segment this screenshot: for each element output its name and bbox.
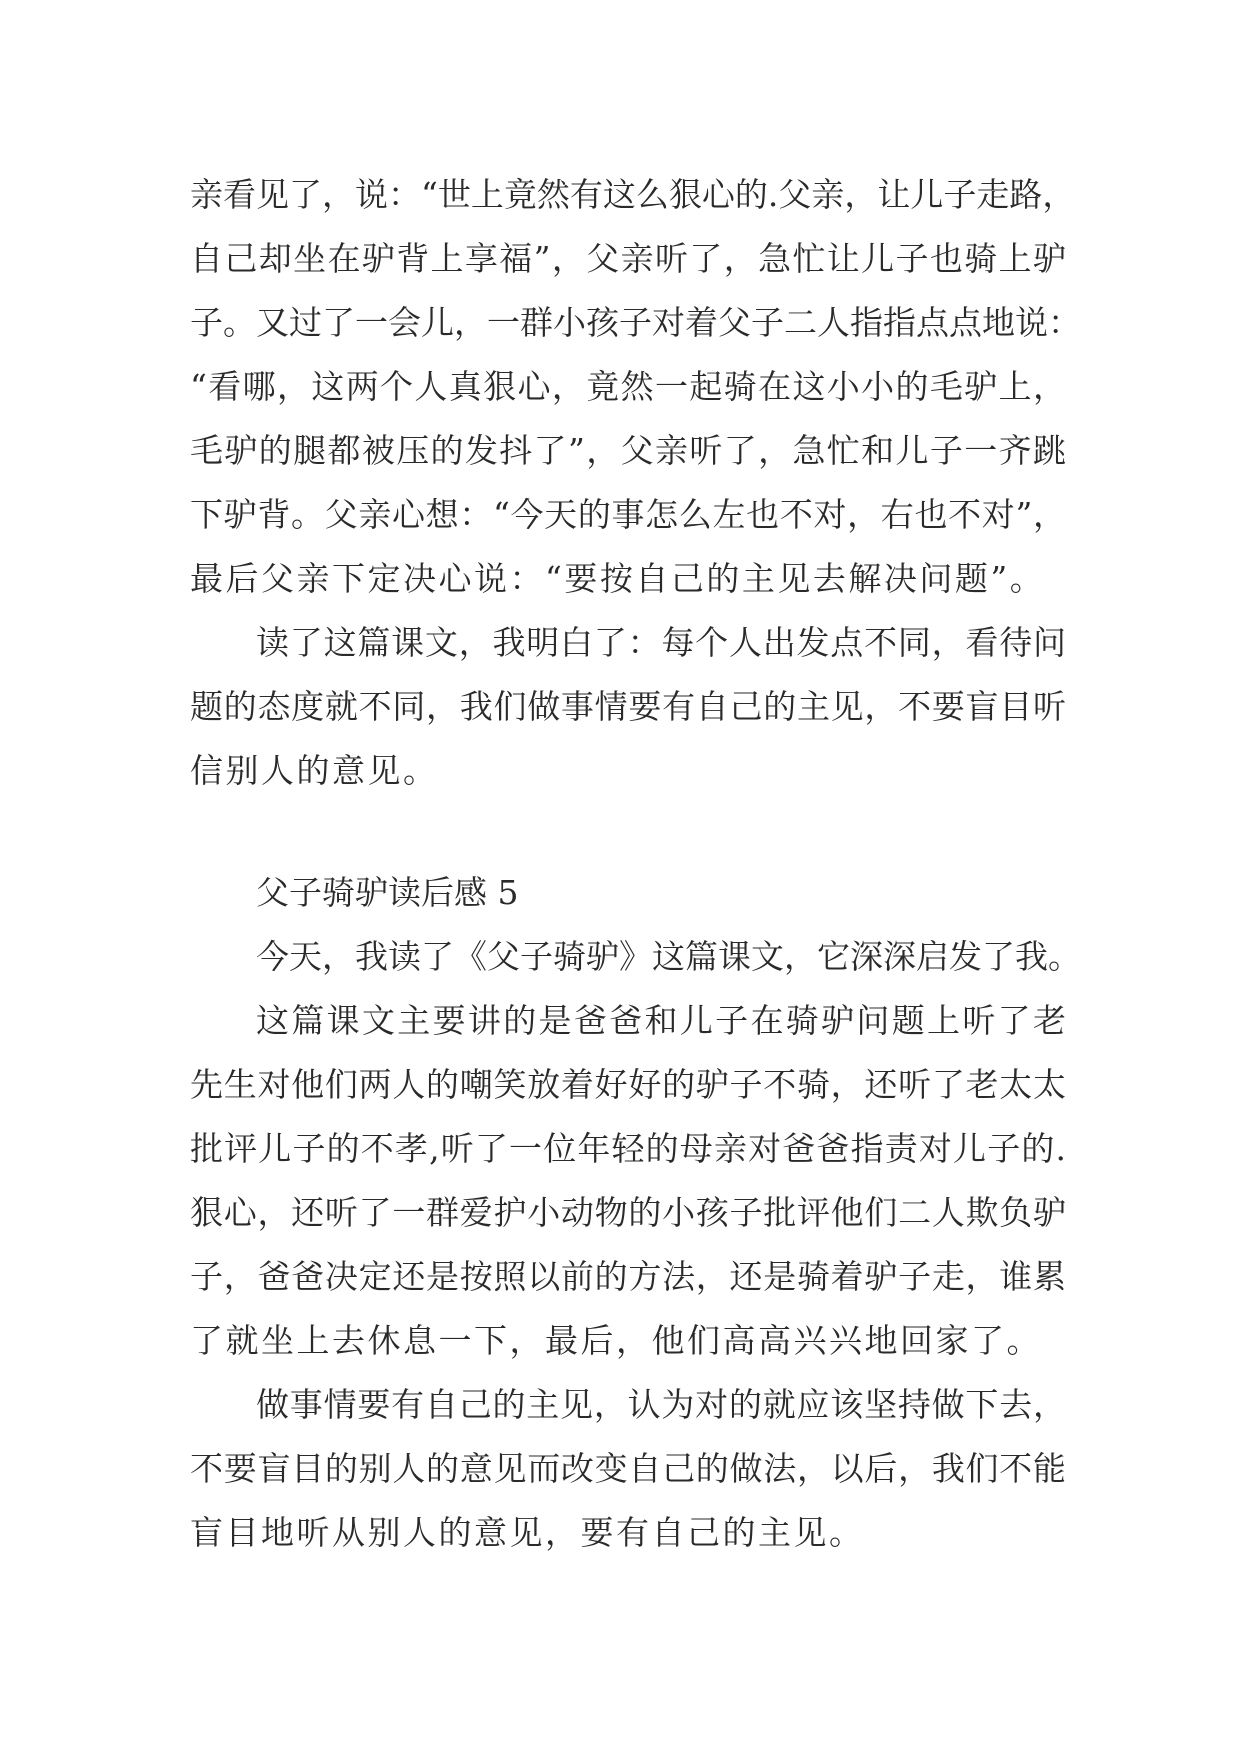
- text-line: 毛驴的腿都被压的发抖了”，父亲听了，急忙和儿子一齐跳: [190, 431, 1066, 470]
- text-line: 最后父亲下定决心说：“要按自己的主见去解决问题”。: [190, 559, 1046, 598]
- text-line: 读了这篇课文，我明白了：每个人出发点不同，看待问: [256, 623, 1066, 662]
- section-title: 父子骑驴读后感 5: [256, 873, 519, 912]
- text-line: 今天，我读了《父子骑驴》这篇课文，它深深启发了我。: [256, 937, 1081, 976]
- text-line: 做事情要有自己的主见，认为对的就应该坚持做下去，: [256, 1385, 1066, 1424]
- document-page: [190, 163, 1081, 1565]
- text-line: 子，爸爸决定还是按照以前的方法，还是骑着驴子走，谁累: [190, 1257, 1066, 1296]
- text-line: “看哪，这两个人真狠心，竟然一起骑在这小小的毛驴上，: [190, 367, 1066, 406]
- text-line: 亲看见了，说：“世上竟然有这么狠心的.父亲，让儿子走路，: [190, 175, 1076, 214]
- text-line: 子。又过了一会儿，一群小孩子对着父子二人指指点点地说：: [190, 303, 1081, 342]
- paragraph-lesson: [190, 1373, 1066, 1565]
- text-line: 盲目地听从别人的意见，要有自己的主见。: [190, 1513, 865, 1552]
- text-line: 信别人的意见。: [190, 751, 439, 790]
- text-line: 批评儿子的不孝,听了一位年轻的母亲对爸爸指责对儿子的.: [190, 1129, 1066, 1168]
- paragraph-continued: [190, 163, 1081, 611]
- text-line: 自己却坐在驴背上享福”，父亲听了，急忙让儿子也骑上驴: [190, 239, 1066, 278]
- text-line: 题的态度就不同，我们做事情要有自己的主见，不要盲目听: [190, 687, 1066, 726]
- text-line: 了就坐上去休息一下，最后，他们高高兴兴地回家了。: [190, 1321, 1042, 1360]
- text-line: 先生对他们两人的嘲笑放着好好的驴子不骑，还听了老太太: [190, 1065, 1066, 1104]
- section-5: [190, 861, 1081, 1565]
- section-spacer: [190, 803, 1066, 861]
- text-line: 下驴背。父亲心想：“今天的事怎么左也不对，右也不对”，: [190, 495, 1066, 534]
- paragraph-conclusion: [190, 611, 1066, 803]
- text-line: 不要盲目的别人的意见而改变自己的做法，以后，我们不能: [190, 1449, 1066, 1488]
- text-line: 狠心，还听了一群爱护小动物的小孩子批评他们二人欺负驴: [190, 1193, 1066, 1232]
- text-line: 这篇课文主要讲的是爸爸和儿子在骑驴问题上听了老: [256, 1001, 1066, 1040]
- paragraph-summary: [190, 989, 1066, 1373]
